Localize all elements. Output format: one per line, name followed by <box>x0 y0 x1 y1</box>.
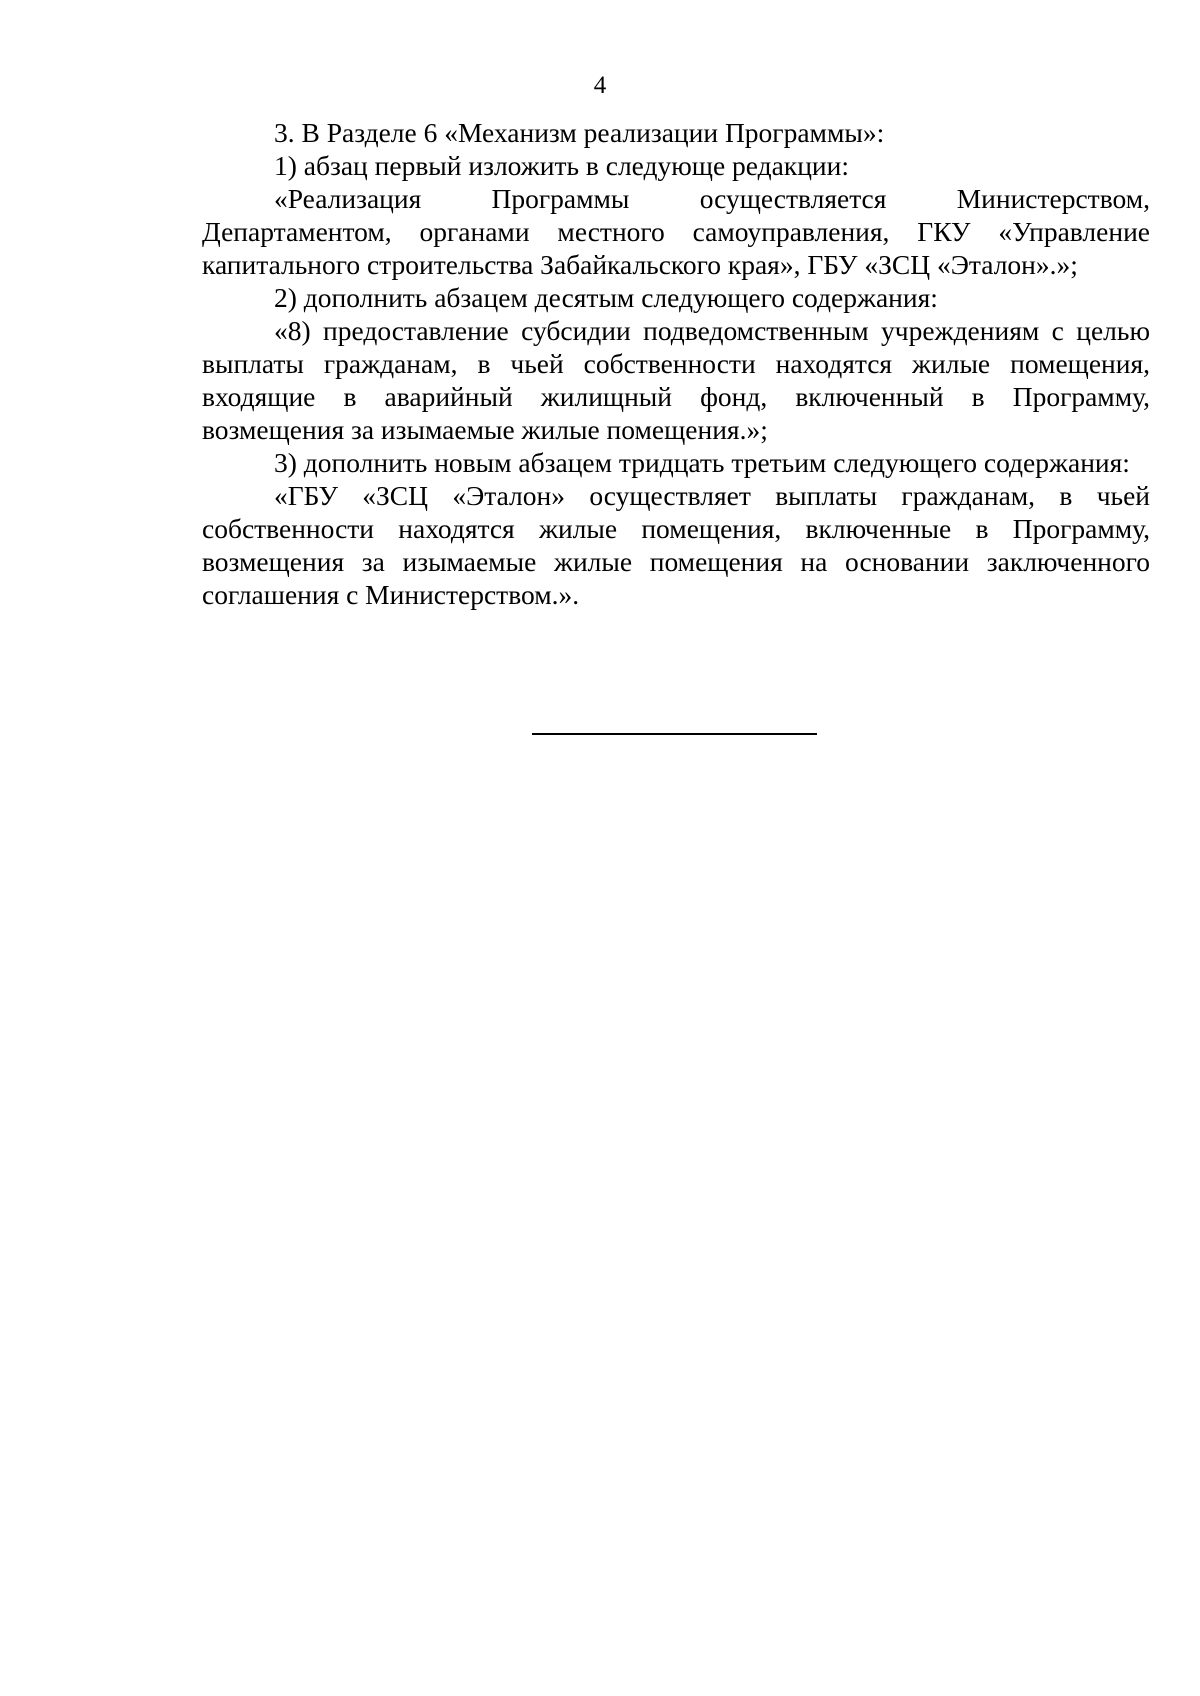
paragraph-implementation-quote: «Реализация Программы осуществляется Министерством, Департаментом, органами местного самоуправления, ГКУ «Управление капитального строительства Забайкальского края», ГБУ «ЗСЦ «Эталон».»; <box>202 183 1150 280</box>
paragraph-section-6-heading: 3. В Разделе 6 «Механизм реализации Программы»: <box>274 117 885 148</box>
document-body <box>202 116 1150 611</box>
paragraph-item-2: 2) дополнить абзацем десятым следующего содержания: <box>274 282 938 313</box>
paragraph-item-1: 1) абзац первый изложить в следующе редакции: <box>274 150 850 181</box>
page-number: 4 <box>593 72 607 99</box>
paragraph-payments-quote: «ГБУ «ЗСЦ «Эталон» осуществляет выплаты гражданам, в чьей собственности находятся жилые помещения, включенные в Программу, возмещения за изымаемые жилые помещения на основании заключенного соглашения с Министерством.». <box>202 480 1150 610</box>
paragraph-item-3: 3) дополнить новым абзацем тридцать третьим следующего содержания: <box>274 447 1130 478</box>
separator-line <box>532 733 817 735</box>
paragraph-subsidy-quote: «8) предоставление субсидии подведомственным учреждениям с целью выплаты гражданам, в чьей собственности находятся жилые помещения, входящие в аварийный жилищный фонд, включенный в Программу, возмещения за изымаемые жилые помещения.»; <box>202 315 1150 445</box>
